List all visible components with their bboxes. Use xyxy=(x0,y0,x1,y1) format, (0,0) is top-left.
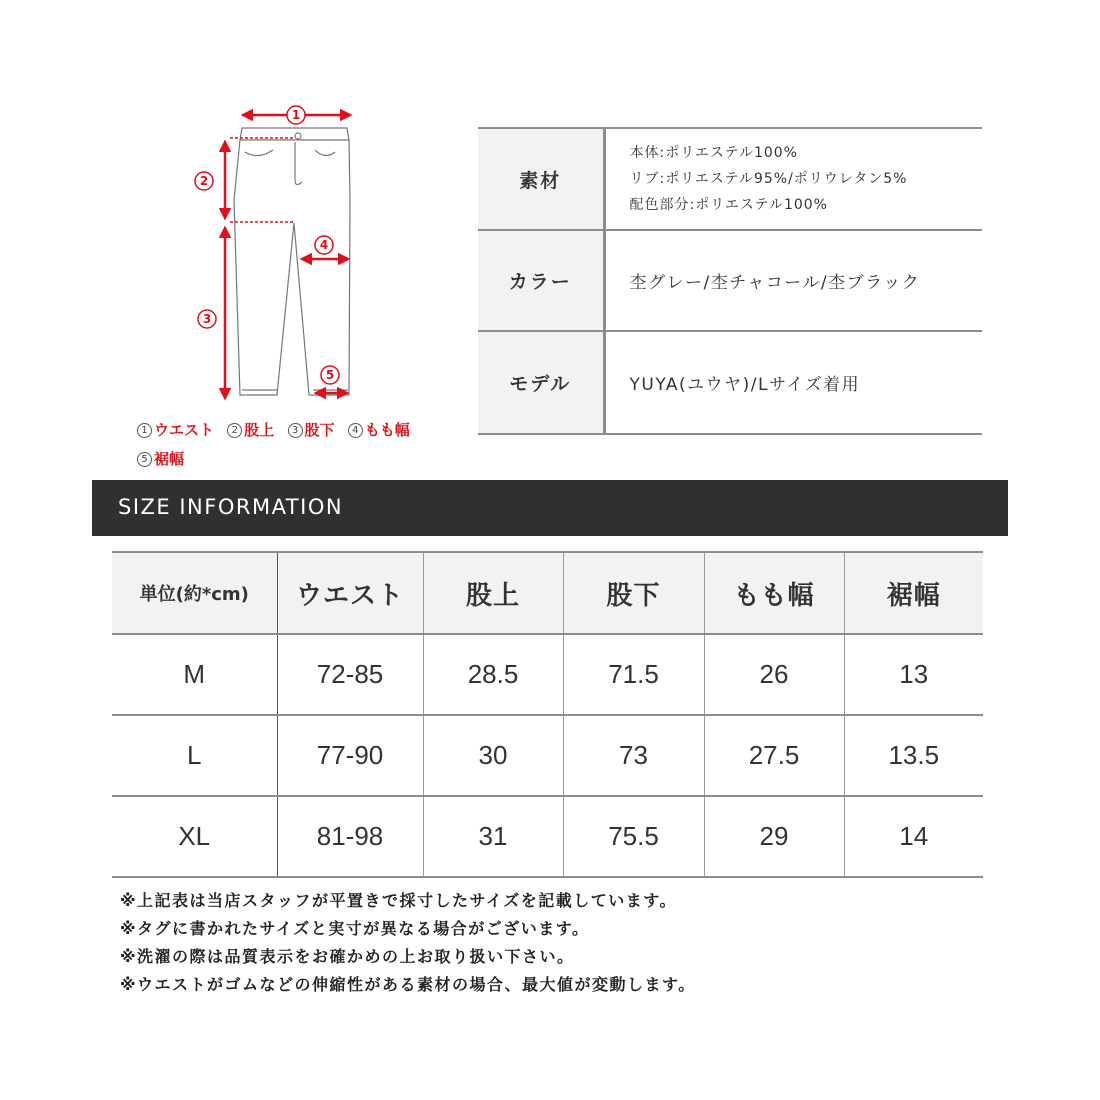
cell-waist: 81-98 xyxy=(277,796,423,877)
spec-row-material xyxy=(478,128,982,230)
header-waist: ウエスト xyxy=(277,552,423,634)
header-inseam: 股下 xyxy=(563,552,704,634)
cell-inseam: 73 xyxy=(563,715,704,796)
product-spec-table xyxy=(478,127,982,435)
cell-hem: 13 xyxy=(844,634,983,715)
banner-title: SIZE INFORMATION xyxy=(118,495,344,519)
size-label: XL xyxy=(112,796,277,877)
cell-thigh: 26 xyxy=(704,634,844,715)
legend-item-rise: 2 股上 xyxy=(227,416,274,445)
spec-row-color xyxy=(478,230,982,331)
spec-label: 素材 xyxy=(478,128,604,230)
pants-outline-icon xyxy=(130,100,460,420)
svg-text:5: 5 xyxy=(325,368,335,382)
legend-item-hem: 5 裾幅 xyxy=(137,445,184,474)
header-hem: 裾幅 xyxy=(844,552,983,634)
cell-inseam: 75.5 xyxy=(563,796,704,877)
cell-hem: 14 xyxy=(844,796,983,877)
size-info-banner xyxy=(92,480,1008,536)
size-label: M xyxy=(112,634,277,715)
header-unit: 単位(約*cm) xyxy=(112,552,277,634)
note-line: ※洗濯の際は品質表示をお確かめの上お取り扱い下さい。 xyxy=(120,947,575,966)
measurement-legend xyxy=(137,416,467,474)
cell-waist: 72-85 xyxy=(277,634,423,715)
header-rise: 股上 xyxy=(423,552,563,634)
note-line: ※上記表は当店スタッフが平置きで採寸したサイズを記載しています。 xyxy=(120,891,677,910)
spec-value: 本体:ポリエステル100% リブ:ポリエステル95%/ポリウレタン5% 配色部分:ポリエステル100% xyxy=(629,145,908,213)
table-row xyxy=(112,634,983,715)
legend-item-thigh: 4 もも幅 xyxy=(348,416,410,445)
cell-thigh: 27.5 xyxy=(704,715,844,796)
table-row xyxy=(112,796,983,877)
cell-hem: 13.5 xyxy=(844,715,983,796)
spec-row-model xyxy=(478,331,982,434)
spec-label: カラー xyxy=(478,230,604,331)
legend-item-inseam: 3 股下 xyxy=(288,416,335,445)
cell-thigh: 29 xyxy=(704,796,844,877)
note-line: ※タグに書かれたサイズと実寸が異なる場合がございます。 xyxy=(120,919,590,938)
svg-text:4: 4 xyxy=(319,238,329,252)
note-line: ※ウエストがゴムなどの伸縮性がある素材の場合、最大値が変動します。 xyxy=(120,975,696,994)
size-label: L xyxy=(112,715,277,796)
cell-inseam: 71.5 xyxy=(563,634,704,715)
table-row xyxy=(112,715,983,796)
svg-text:3: 3 xyxy=(202,312,212,326)
size-notes xyxy=(120,887,696,999)
header-thigh: もも幅 xyxy=(704,552,844,634)
spec-value: 杢グレー/杢チャコール/杢ブラック xyxy=(629,273,921,293)
size-table xyxy=(112,551,983,878)
cell-rise: 31 xyxy=(423,796,563,877)
cell-rise: 30 xyxy=(423,715,563,796)
cell-rise: 28.5 xyxy=(423,634,563,715)
legend-item-waist: 1 ウエスト xyxy=(137,416,214,445)
spec-label: モデル xyxy=(478,331,604,434)
size-table-header xyxy=(112,552,983,634)
svg-text:1: 1 xyxy=(291,108,301,122)
cell-waist: 77-90 xyxy=(277,715,423,796)
svg-text:2: 2 xyxy=(199,174,209,188)
spec-value: YUYA(ユウヤ)/Lサイズ着用 xyxy=(629,375,861,395)
